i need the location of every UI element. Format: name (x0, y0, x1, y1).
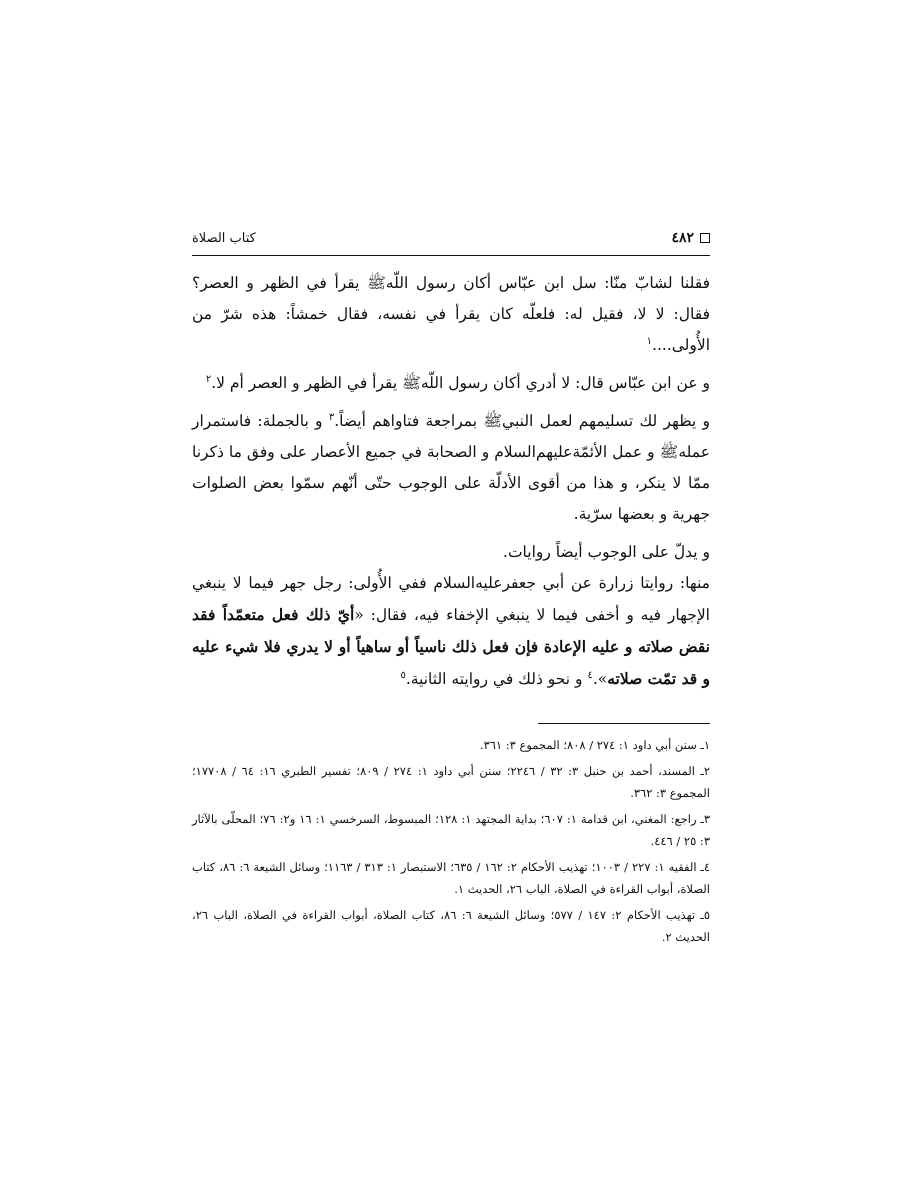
paragraph-3-text-b: و بالجملة: فاستمرار عملهﷺ و عمل الأئمّة‌عليهم‌السلام و الصحابة في جميع الأعصار على وفق ما ذكرنا ممّا لا ينكر، و هذا من أقوى الأدلّة على الوجوب حتّى أنّهم سمّوا بعض الصلوات جهرية و بعضها سرّية. (192, 412, 710, 523)
hadith-quote: أيّ ذلك فعل متعمّداً فقد نقض صلاته و عليه الإعادة فإن فعل ذلك ناسياً أو ساهياً أو لا يدري فلا شيء عليه و قد تمّت صلاته (192, 605, 710, 688)
paragraph-2-text: و عن ابن عبّاس قال: لا أدري أكان رسول اللّهﷺ يقرأ في الظهر و العصر أم لا. (211, 374, 710, 392)
footnote-ref-2: ٢ (205, 373, 212, 385)
paragraph-4-text: و يدلّ على الوجوب أيضاً روايات. (503, 543, 710, 561)
footnote-ref-5: ٥ (400, 669, 406, 681)
footnote-1: ١ـ سنن أبي داود ١: ٢٧٤ / ٨٠٨؛ المجموع ٣: ٣٦١. (479, 738, 710, 752)
paragraph-3-text-a: و يظهر لك تسليمهم لعمل النبيﷺ بمراجعة فتاواهم أيضاً. (334, 412, 710, 430)
footnotes (192, 734, 710, 948)
book-page (192, 228, 710, 952)
paragraph-4 (192, 537, 710, 568)
footnote-ref-4: ٤ (587, 669, 593, 681)
footnote-2: ٢ـ المسند، أحمد بن حنبل ٣: ٣٢ / ٢٢٤٦؛ سنن أبي داود ١: ٢٧٤ / ٨٠٩؛ تفسير الطبري ١٦: ٦٤ / ١٧٧٠٨؛ المجموع ٣: ٣٦٢. (192, 764, 711, 800)
footnote-4: ٤ـ الفقيه ١: ٢٢٧ / ١٠٠٣؛ تهذيب الأحكام ٢: ١٦٢ / ٦٣٥؛ الاستبصار ١: ٣١٣ / ١١٦٣؛ وسائل الشيعة ٦: ٨٦، كتاب الصلاة، أبواب القراءة في الصلاة، الباب ٢٦، الحديث ١. (192, 860, 711, 896)
running-head (192, 228, 710, 248)
header-rule (192, 255, 710, 256)
footnote-ref-3: ٣ (328, 411, 335, 423)
paragraph-1-text: فقلنا لشابّ منّا: سل ابن عبّاس أكان رسول اللّهﷺ يقرأ في الظهر و العصر؟ فقال: لا لا، فقيل له: فلعلّه كان يقرأ في نفسه، فقال خمشاً: هذه شرّ من الأُولى.... (192, 274, 710, 354)
footnote-ref-1: ١ (646, 335, 653, 347)
square-bullet-icon (700, 233, 710, 243)
main-text (192, 268, 710, 695)
paragraph-3 (192, 406, 710, 530)
page-number: ٤٨٢ (671, 230, 694, 246)
paragraph-5-text-d: و نحو ذلك في روايته الثانية. (405, 670, 588, 688)
book-section-title: كتاب الصلاة (192, 230, 256, 246)
paragraph-5-text-a: منها: روايتا زرارة عن أبي جعفرعليه‌السلام ففي الأُولى: رجل جهر فيما لا ينبغي الإجهار فيه و أخفى فيما لا ينبغي الإخفاء فيه، فقال: « (192, 574, 710, 624)
quote-close: ». (592, 670, 608, 688)
page-number-block (671, 230, 710, 246)
footnote-5: ٥ـ تهذيب الأحكام ٢: ١٤٧ / ٥٧٧؛ وسائل الشيعة ٦: ٨٦، كتاب الصلاة، أبواب القراءة في الصلاة، الباب ٢٦، الحديث ٢. (192, 908, 710, 944)
footnote-3: ٣ـ راجع: المغني، ابن قدامة ١: ٦٠٧؛ بداية المجتهد ١: ١٢٨؛ المبسوط، السرخسي ١: ١٦ و٢: ٧٦؛ المحلّى بالآثار ٣: ٢٥ / ٤٤٦. (192, 812, 711, 848)
paragraph-2 (192, 368, 710, 399)
paragraph-1 (192, 268, 710, 361)
paragraph-5 (192, 568, 710, 695)
footnote-separator (538, 723, 710, 724)
